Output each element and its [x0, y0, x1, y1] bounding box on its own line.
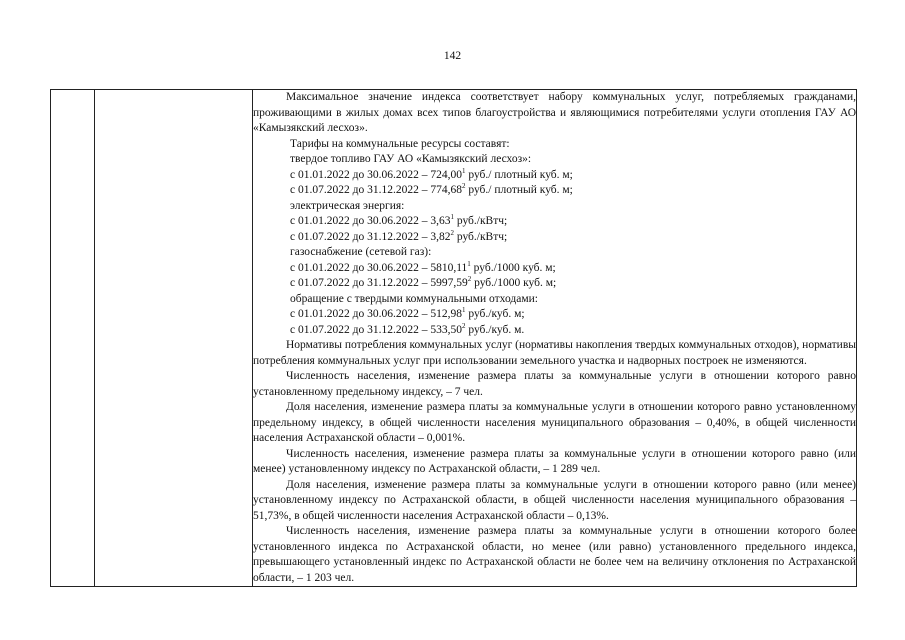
- tariff-unit: руб./ плотный куб. м;: [465, 184, 573, 196]
- tariff-text: с 01.07.2022 до 31.12.2022 – 533,50: [290, 323, 462, 336]
- tariff-unit: руб./куб. м.: [465, 323, 525, 336]
- tariff-text: с 01.07.2022 до 31.12.2022 – 3,82: [290, 230, 451, 243]
- tariff-unit: руб./кВтч;: [453, 215, 508, 227]
- tariff-text: с 01.07.2022 до 31.12.2022 – 774,68: [290, 184, 462, 196]
- tariff-text: с 01.01.2022 до 30.06.2022 – 512,98: [290, 308, 462, 320]
- empty-cell-number: [51, 90, 95, 587]
- tariff-text: с 01.01.2022 до 30.06.2022 – 724,00: [290, 168, 462, 181]
- tariff-line: электрическая энергия:: [290, 199, 405, 212]
- paragraph: Доля населения, изменение размера платы за коммунальные услуги в отношении которого равно установленному предельному индексу, в общей численности населения муниципального образования – 0,40%, в общей численности населения Астраханской области – 0,001%.: [253, 401, 856, 444]
- tariff-line: [253, 214, 856, 230]
- tariff-text: с 01.01.2022 до 30.06.2022 – 3,63: [290, 215, 451, 227]
- tariff-line: [253, 261, 856, 277]
- tariff-unit: руб./1000 куб. м;: [470, 261, 556, 274]
- footnote-marker: 2: [467, 275, 472, 284]
- tariff-unit: руб./кВтч;: [453, 230, 508, 243]
- footnote-marker: 1: [450, 213, 454, 222]
- footnote-marker: 2: [461, 182, 466, 191]
- tariff-line: [253, 168, 856, 184]
- footnote-marker: 1: [467, 259, 471, 268]
- tariff-line: [253, 183, 856, 199]
- tariff-line: [253, 276, 856, 292]
- tariff-line: газоснабжение (сетевой газ):: [290, 246, 432, 258]
- footnote-marker: 1: [461, 166, 466, 175]
- paragraph: Численность населения, изменение размера платы за коммунальные услуги в отношении которого равно (или менее) установленному индексу по Астраханской области, – 1 289 чел.: [253, 447, 856, 475]
- empty-cell-name: [95, 90, 253, 587]
- paragraph: Численность населения, изменение размера платы за коммунальные услуги в отношении которого более установленного индекса по Астраханской области, но менее (или равно) установленного предельного индекса, превышающего установленный индекс по Астраханской области не более чем на величину отклонения по Астраханской области, – 1 203 чел.: [253, 525, 856, 584]
- paragraph: Доля населения, изменение размера платы за коммунальные услуги в отношении которого равно (или менее) установленному индексу по Астраханской области, в общей численности населения муниципального образования – 51,73%, в общей численности населения Астраханской области – 0,13%.: [253, 478, 856, 522]
- footnote-marker: 1: [461, 306, 466, 315]
- tariff-text: с 01.07.2022 до 31.12.2022 – 5997,59: [290, 277, 468, 289]
- footnote-marker: 2: [450, 228, 454, 237]
- tariff-unit: руб./ плотный куб. м;: [465, 168, 573, 181]
- tariff-line: [253, 323, 856, 339]
- content-table: [50, 89, 857, 587]
- description-text: [253, 90, 856, 586]
- tariff-line: Тарифы на коммунальные ресурсы составят:: [290, 137, 510, 150]
- tariff-unit: руб./куб. м;: [465, 308, 525, 320]
- tariff-line: твердое топливо ГАУ АО «Камызякский лесхоз»:: [290, 153, 532, 165]
- paragraph: Нормативы потребления коммунальных услуг (нормативы накопления твердых коммунальных отходов), нормативы потребления коммунальных услуг при использовании земельного участка и надворных построек не изменяются.: [253, 339, 856, 367]
- table-row: [51, 90, 857, 587]
- tariff-line: обращение с твердыми коммунальными отходами:: [290, 292, 538, 305]
- tariff-unit: руб./1000 куб. м;: [471, 277, 557, 289]
- tariff-line: [253, 230, 856, 246]
- tariff-line: [253, 307, 856, 323]
- description-cell: [253, 90, 857, 587]
- tariff-text: с 01.01.2022 до 30.06.2022 – 5810,11: [290, 261, 468, 274]
- footnote-marker: 2: [461, 321, 466, 330]
- page-number: 142: [443, 50, 462, 62]
- paragraph: Максимальное значение индекса соответствует набору коммунальных услуг, потребляемых граждaнами, проживающими в жилых домах всех типов благоустройства и являющимися потребителями услуги отопления ГАУ АО «Камызякский лесхоз».: [253, 91, 856, 134]
- paragraph: Численность населения, изменение размера платы за коммунальные услуги в отношении которого равно установленному предельному индексу, – 7 чел.: [253, 370, 856, 398]
